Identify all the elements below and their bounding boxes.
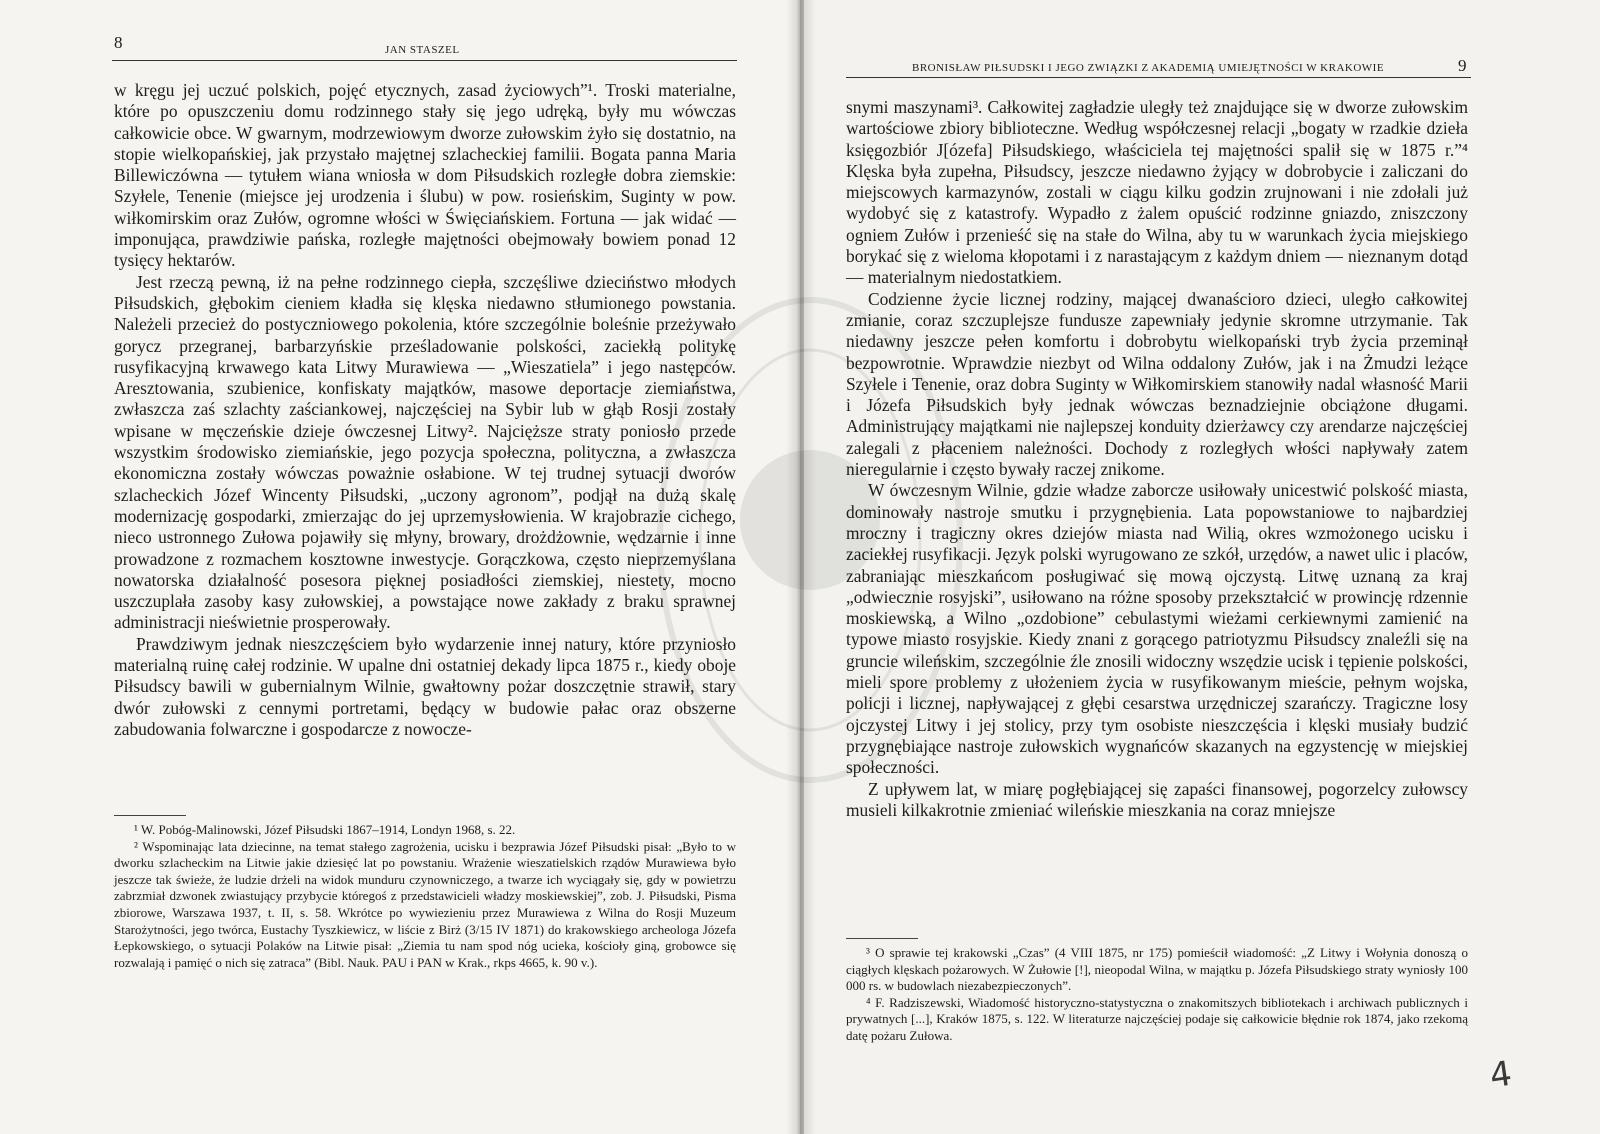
paragraph: Z upływem lat, w miarę pogłębiającej się zapaści finansowej, pogorzelcy zułowscy musieli kilkakrotnie zmieniać wileńskie mieszkania na coraz mniejsze	[846, 778, 1468, 820]
footnote: ⁴ F. Radziszewski, Wiadomość historyczno-statystyczna o znakomitszych bibliotekach i archiwach publicznych i prywatnych [...], Kraków 1875, s. 122. W literaturze najczęściej podaje się całkowicie błędnie rok 1874, jako rzekomą datę pożaru Zułowa.	[846, 994, 1468, 1043]
footnote: ² Wspominając lata dziecinne, na temat stałego zagrożenia, ucisku i bezprawia Józef Piłsudski pisał: „Było to w dworku szlacheckim na Litwie jakie dziesięć lat po powstaniu. Wrażenie wieszatielskich rządów Murawiewa było jeszcze tak świeże, że ludzie drżeli na widok munduru czynowniczego, a twarze ich wyciągały się, gdy w powietrzu zabrzmiał dzwonek zwiastujący przybycie któregoś z przedstawicieli władzy moskiewskiej”, zob. J. Piłsudski, Pisma zbiorowe, Warszawa 1937, t. II, s. 58. Wkrótce po wywiezieniu przez Murawiewa z Wilna do Rosji Muzeum Starożytności, jego twórca, Eustachy Tyszkiewicz, w liście z Birż (3/15 IV 1871) do krakowskiego archeologa Józefa Łepkowskiego, o sytuacji Polaków na Litwie pisał: „Ziemia tu nam spod nóg ucieka, kościoły giną, grobowce się rozwalają i pamięć o nich się zatraca” (Bibl. Nauk. PAU i PAN w Krak., rkps 4665, k. 90 v.).	[114, 838, 736, 970]
footnotes	[114, 822, 736, 971]
header-rule	[846, 77, 1471, 78]
running-head: JAN STASZEL	[385, 44, 460, 56]
header-rule	[112, 60, 737, 61]
handwritten-page-mark: 4	[1487, 1053, 1515, 1097]
library-stamp-watermark	[645, 280, 975, 800]
page-number: 9	[1458, 56, 1467, 75]
footnote-rule	[114, 815, 186, 816]
paragraph: W ówczesnym Wilnie, gdzie władze zaborcze usiłowały unicestwić polskość miasta, dominowały nastroje smutku i przygnębienia. Lata popowstaniowe to najbardziej mroczny i tragiczny okres dziejów miasta nad Wilią, okres wzmożonego ucisku i zaciekłej rusyfikacji. Język polski wyrugowano ze szkół, urzędów, a nawet ulic i placów, zabraniając mieszkańcom posługiwać się mową ojczystą. Litwę uznaną za kraj „odwiecznie rosyjski”, usiłowano na różne sposoby przekształcić w prowincję rdzennie moskiewską, a Wilno „ozdobione” cebulastymi wieżami cerkiewnymi zamienić na typowe miasto rosyjskie. Kiedy znani z gorącego patriotyzmu Piłsudscy znaleźli się na gruncie wileńskim, szczególnie źle znosili widoczny wszędzie ucisk i tępienie polskości, mieli spore problemy z ułożeniem życia w rusyfikowanym mieście, pełnym wojska, policji i licznej, napływającej z głębi cesarstwa urzędniczej szarańczy. Tragiczne losy ojczystej Litwy i jej stolicy, przy tym osobiste nieszczęścia i klęski musiały budzić przygnębiające nastroje zułowskich wygnańców skazanych na egzystencję w miejskiej społeczności.	[846, 480, 1468, 778]
footnotes	[846, 945, 1468, 1045]
paragraph: Codzienne życie licznej rodziny, mającej dwanaścioro dzieci, uległo całkowitej zmianie, coraz szczuplejsze fundusze zapewniały jedynie skromne utrzymanie. Tak niedawny jeszcze pełen komfortu i dobrobytu wielkopański tryb życia przeminął bezpowrotnie. Wprawdzie niezbyt od Wilna oddalony Zułów, jak i na Żmudzi leżące Szyłele i Tenenie, oraz dobra Suginty w Wiłkomirskiem stanowiły nadal własność Marii i Józefa Piłsudskich były jednak wówczas beznadziejnie obciążone długami. Administrujący majątkami nie najlepszej konduity dzierżawcy czy arendarze najczęściej zalegali z płaceniem należności. Dochody z rozległych włości napływały zatem nieregularnie i często bywały raczej znikome.	[846, 288, 1468, 480]
running-head: BRONISŁAW PIŁSUDSKI I JEGO ZWIĄZKI Z AKADEMIĄ UMIEJĘTNOŚCI W KRAKOWIE	[912, 62, 1385, 74]
footnote: ¹ W. Pobóg-Malinowski, Józef Piłsudski 1867–1914, Londyn 1968, s. 22.	[134, 822, 516, 837]
footnote: ³ O sprawie tej krakowski „Czas” (4 VIII 1875, nr 175) pomieścił wiadomość: „Z Litwy i Wołynia donoszą o ciągłych klęskach pożarowych. W Żułowie [!], nieopodal Wilna, w majątku p. Józefa Piłsudskiego straty wyniosły 100 000 rs. w budowlach niezabezpieczonych”.	[846, 945, 1468, 994]
page-number: 8	[114, 33, 123, 52]
paragraph: snymi maszynami³. Całkowitej zagładzie uległy też znajdujące się w dworze zułowskim wartościowe zbiory biblioteczne. Według współczesnej relacji „bogaty w rzadkie dzieła księgozbiór J[ózefa] Piłsudskiego, właściciela tej majętności spalił się w 1875 r.”⁴ Klęska była zupełna, Piłsudscy, jeszcze niedawno żyjący w dobrobycie i zaliczani do miejscowych karmazynów, zostali w ciągu kilku godzin zrujnowani i nie zdołali już wydobyć się z katastrofy. Wypadło z żalem opuścić rodzinne gniazdo, zniszczony ogniem Zułów i przenieść się na stałe do Wilna, aby tu w warunkach życia miejskiego borykać się z wieloma kłopotami i z narastającym z każdym dniem — nieznanym dotąd — materialnym niedostatkiem.	[846, 97, 1468, 288]
paragraph: Jest rzeczą pewną, iż na pełne rodzinnego ciepła, szczęśliwe dzieciństwo młodych Piłsudskich, głębokim cieniem kładła się klęska niedawno stłumionego powstania. Należeli przecież do postyczniowego pokolenia, które szczególnie boleśnie przeżywało gorycz przegranej, barbarzyńskie prześladowanie polskości, zaciekłą politykę rusyfikacyjną krwawego kata Litwy Murawiewa — „Wieszatiela” i jego następców. Aresztowania, szubienice, konfiskaty majątków, masowe deportacje ziemiaństwa, zwłaszcza zaś szlachty zaściankowej, najczęściej na Sybir lub w głąb Rosji zostały wpisane w męczeńskie dzieje ówczesnej Litwy². Najcięższe straty poniosło przede wszystkim środowisko ziemiańskie, jego pozycja społeczna, polityczna, a zwłaszcza ekonomiczna zostały wówczas poważnie osłabione. W tej trudnej sytuacji dworów szlacheckich Józef Wincenty Piłsudski, „uczony agronom”, podjął na dużą skalę modernizację gospodarki, zmierzając do jej uprzemysłowienia. W krajobrazie cichego, nieco ustronnego Zułowa pojawiły się młyny, browary, drożdżownie, wędzarnie i inne prowadzone z rozmachem kosztowne inwestycje. Gorączkowa, często nieprzemyślana nowatorska działalność posesora pięknej posiadłości ziemskiej, niestety, mocno uszczuplała zasoby kasy zułowskiej, a powstające nowe zakłady z braku sprawnej administracji nieświetnie prosperowały.	[114, 271, 736, 633]
paragraph: Prawdziwym jednak nieszczęściem było wydarzenie innej natury, które przyniosło materialną ruinę całej rodzinie. W upalne dni ostatniej dekady lipca 1875 r., kiedy oboje Piłsudscy bawili w gubernialnym Wilnie, gwałtowny pożar doszczętnie strawił, stary dwór zułowski z cennymi portretami, będący w budowie pałac oraz obszerne zabudowania folwarczne i gospodarcze z nowocze-	[114, 633, 736, 739]
body-text	[114, 80, 736, 740]
footnote-rule	[846, 938, 918, 939]
paragraph: w kręgu jej uczuć polskich, pojęć etycznych, zasad życiowych”¹. Troski materialne, które po opuszczeniu domu rodzinnego stały się jego udręką, były mu wówczas całkowicie obce. W gwarnym, modrzewiowym dworze zułowskim żyło się dostatnio, na stopie wielkopańskiej, jak przystało majętnej szlacheckiej familii. Bogata panna Maria Billewiczówna — tytułem wiana wniosła w dom Piłsudskich rozległe dobra ziemskie: Szyłele, Tenenie (miejsce jej urodzenia i ślubu) w pow. rosieńskim, Suginty w pow. wiłkomirskim oraz Zułów, ogromne włości w Święciańskiem. Fortuna — jak widać — imponująca, prawdziwie pańska, rozległe majętności obejmowały bowiem ponad 12 tysięcy hektarów.	[114, 80, 736, 271]
